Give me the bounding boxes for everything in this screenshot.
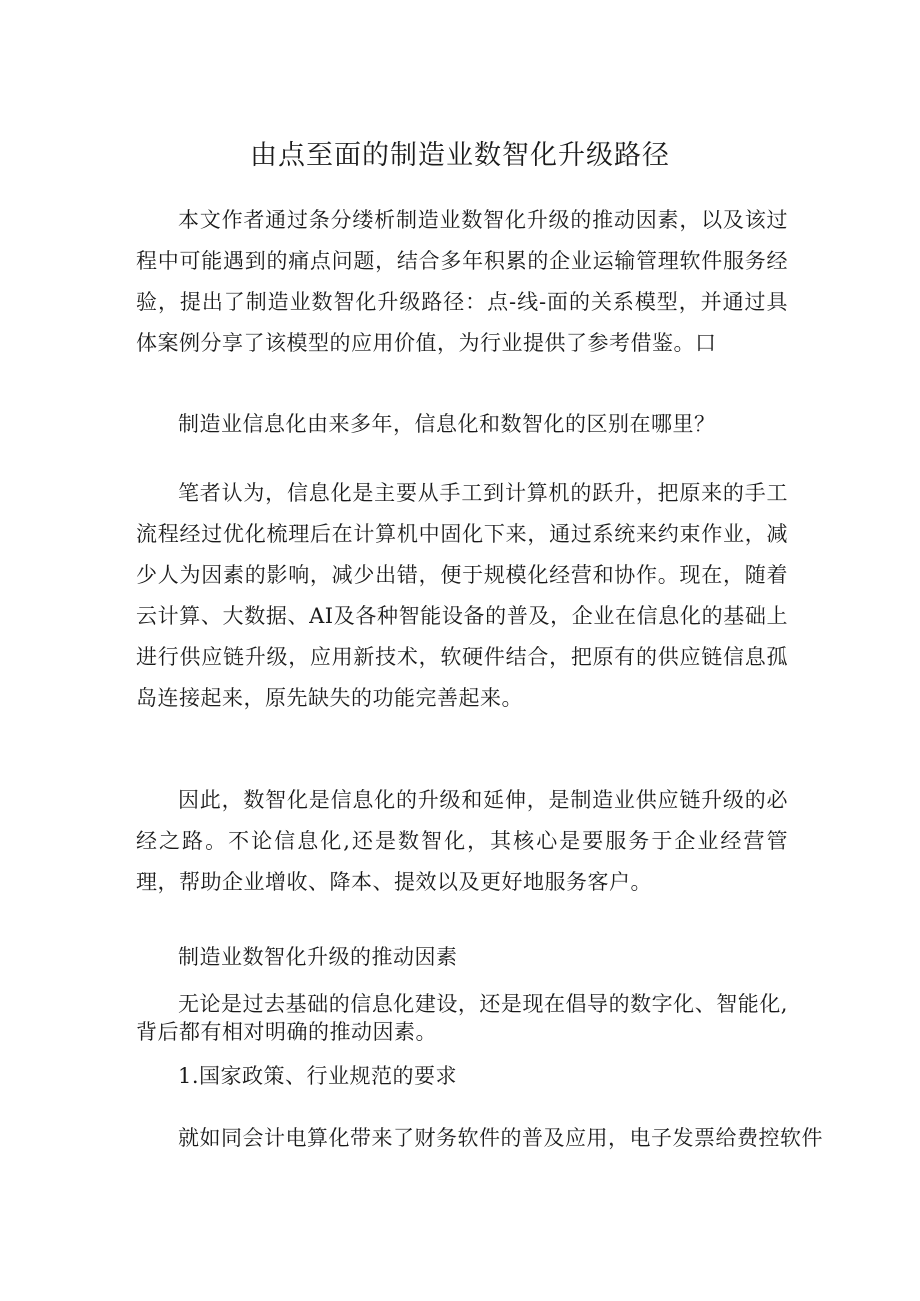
body-paragraph: 就如同会计电算化带来了财务软件的普及应用，电子发票给费控软件	[178, 1126, 823, 1150]
conclusion-paragraph: 因此，数智化是信息化的升级和延伸，是制造业供应链升级的必经之路。不论信息化,还是数智化，其核心是要服务于企业经营管理，帮助企业增收、降本、提效以及更好地服务客户。	[136, 788, 788, 894]
section-intro-paragraph: 无论是过去基础的信息化建设，还是现在倡导的数字化、智能化,背后都有相对明确的推动因素。	[136, 992, 788, 1044]
section-heading: 制造业数智化升级的推动因素	[178, 945, 458, 969]
question-paragraph: 制造业信息化由来多年，信息化和数智化的区别在哪里？	[178, 412, 716, 436]
opinion-paragraph: 笔者认为，信息化是主要从手工到计算机的跃升，把原来的手工流程经过优化梳理后在计算机中固化下来，通过系统来约束作业，减少人为因素的影响，减少出错，便于规模化经营和协作。现在，随着云计算、大数据、AI及各种智能设备的普及，企业在信息化的基础上进行供应链升级，应用新技术，软硬件结合，把原有的供应链信息孤岛连接起来，原先缺失的功能完善起来。	[136, 481, 788, 710]
subsection-heading: 1.国家政策、行业规范的要求	[178, 1064, 458, 1088]
document-title: 由点至面的制造业数智化升级路径	[250, 140, 670, 171]
intro-paragraph: 本文作者通过条分缕析制造业数智化升级的推动因素，以及该过程中可能遇到的痛点问题，结合多年积累的企业运输管理软件服务经验，提出了制造业数智化升级路径：点-线-面的关系模型，并通过具体案例分享了该模型的应用价值，为行业提供了参考借鉴。口	[136, 208, 788, 355]
